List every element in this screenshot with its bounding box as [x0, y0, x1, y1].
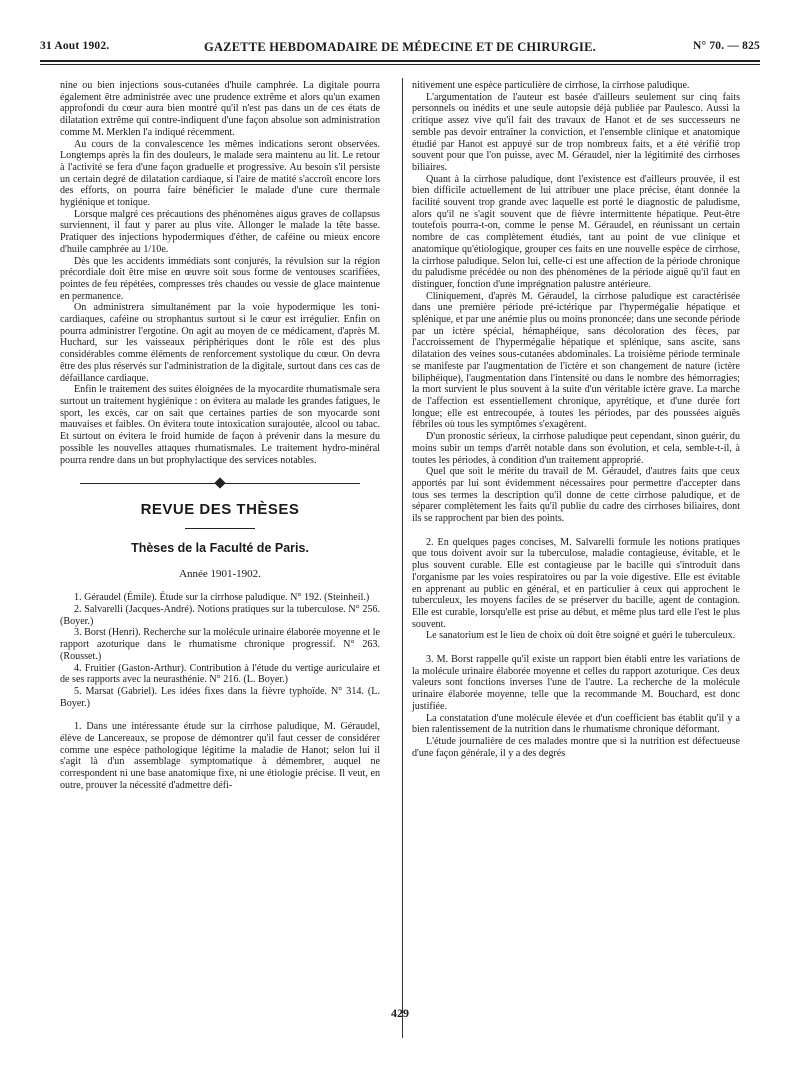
paragraph: Lorsque malgré ces précautions des phénomènes aigus graves de collapsus surviennent, il faut y parer au plus vite. Allonger le malade la tête basse. Pratiquer des injections hypodermiques d'éther, de caféine ou mieux encore d'huile camphrée au 1/10e.: [60, 208, 380, 255]
academic-year: Année 1901-1902.: [179, 567, 261, 580]
header-issue-number: N° 70. — 825: [692, 40, 760, 52]
section-title: REVUE DES THÈSES: [140, 501, 300, 519]
paragraph: L'argumentation de l'auteur est basée d'ailleurs seulement sur cinq faits personnels ou inédits et une seule autopsie déjà publiée par Paulesco. Aussi la critique assez vive qu'il fait des travaux de Hanot et de ses successeurs ne semble pas devoir entraîner la conviction, et l'ensemble clinique et anatomique étudié par Hanot est appuyé sur de trop nombreux faits, et a été vérifié trop souvent pour que l'on puisse, avec M. Géraudel, nier la légitimité des cirrhoses biliaires.: [412, 91, 740, 173]
paragraph: D'un pronostic sérieux, la cirrhose paludique peut cependant, sinon guérir, du moins subir un temps d'arrêt notable dans son évolution, et cela, semble-t-il, à toutes les périodes, à condition d'un traitement approprié.: [412, 431, 740, 466]
header-date: 31 Aout 1902.: [40, 40, 110, 52]
section-separator: [80, 476, 360, 492]
thesis-entry: 5. Marsat (Gabriel). Les idées fixes dans la fièvre typhoïde. N° 314. (L. Boyer.): [60, 685, 380, 709]
paragraph: Quant à la cirrhose paludique, dont l'existence est d'ailleurs prouvée, il est bien difficile actuellement de lui attribuer une place précise, étant donnée la facilité souvent trop grande avec laquelle est porté le diagnostic de paludisme, alors qu'il ne s'agit souvent que de fièvre intermittente hépatique. Peut-être toutefois pourra-t-on, comme le pense M. Géraudel, en réunissant un certain nombre de cas complètement étudiés, tant au point de vue clinique et anatomique qu'étiologique, grouper ces faits en une nouvelle espèce de cirrhose, la cirrhose paludique. Selon lui, celle-ci est une affection de la période chronique du paludisme précédée ou non des phénomènes de la période aiguë qu'il faut en distinguer, fonction d'une imprégnation palustre antérieure.: [412, 173, 740, 290]
paragraph: Cliniquement, d'après M. Géraudel, la cirrhose paludique est caractérisée dans une première période pré-ictérique par l'hypermégalie hépatique et splénique, et par une anémie plus ou moins prononcée; dans une seconde période par un ictère spécial, hémaphéique, sans décoloration des fèces, par l'accroissement de l'hypermégalie hépatique et splénique, sans ascite, sans dilatation des veines sous-cutanées abdominales. La troisième période terminale se manifeste par l'augmentation de l'ictère et son changement de nature (ictère biliphéique), l'augmentation dans l'intensité ou dans le nombre des hémorragies; la mort survient le plus souvent à la suite d'un véritable ictère grave. La marche de l'affection est essentiellement chronique, apyrétique, et d'une durée fort longue; elle est entrecoupée, à toutes les périodes, par des poussées aiguës fébriles où tous les symptômes s'exagèrent.: [412, 290, 740, 431]
header-journal-title: GAZETTE HEBDOMADAIRE DE MÉDECINE ET DE CHIRURGIE.: [204, 40, 596, 54]
thesis-entry: 3. Borst (Henri). Recherche sur la molécule urinaire élaborée moyenne et le rapport azoturique dans le rhumatisme chronique progressif. N° 263. (Rousset.): [60, 627, 380, 662]
paragraph: On administrera simultanément par la voie hypodermique les toni-cardiaques, caféine ou strophantus surtout si le cœur est irrégulier. Enfin on pourra administrer l'ergotine. On agit au moyen de ce médicament, d'après M. Huchard, sur les vaisseaux périphériques dont le rôle est des plus considérables comme éléments de renforcement systolique du cœur. On devra être des plus réservés sur l'administration de la digitale, surtout dans ces cas de défaillance cardiaque.: [60, 302, 380, 384]
header-rule: [40, 60, 760, 62]
paragraph: 3. M. Borst rappelle qu'il existe un rapport bien établi entre les variations de la molécule urinaire élaborée moyenne et celles du rapport azoturique. Ces deux valeurs sont fonctions inverses l'une de l'autre. La recherche de la molécule urinaire élaborée moyenne, telle que la recommande M. Bouchard, est donc justifiée.: [412, 654, 740, 712]
thesis-entry: 1. Géraudel (Émile). Étude sur la cirrhose paludique. N° 192. (Steinheil.): [74, 592, 370, 604]
title-rule: [185, 528, 255, 529]
header-rule-thin: [40, 64, 760, 65]
thesis-entry: 2. Salvarelli (Jacques-André). Notions pratiques sur la tuberculose. N° 256. (Boyer.): [60, 604, 380, 627]
column-divider: [402, 78, 403, 1038]
diamond-ornament-icon: [214, 478, 225, 489]
page-number: 429: [391, 1006, 409, 1020]
paragraph: La constatation d'une molécule élevée et d'un coefficient bas établit qu'il y a bien ralentissement de la nutrition dans le rhumatisme chronique déformant.: [412, 712, 740, 736]
paragraph: 2. En quelques pages concises, M. Salvarelli formule les notions pratiques que tous doivent avoir sur la tuberculose, maladie contagieuse, évitable, et le plus souvent curable. Elle est contagieuse par le bacille qui s'introduit dans l'organisme par les voies respiratoires ou par la voie digestive. Elle est évitable en apprenant au public en général, et en particulier à ceux qui approchent le tuberculeux, les moyens faciles de se préserver du bacille, agent de contagion. Elle est curable, lorsqu'elle est prise au début, et même plus tard elle l'est le plus souvent.: [412, 536, 740, 630]
paragraph: nine ou bien injections sous-cutanées d'huile camphrée. La digitale pourra également être administrée avec une prudence extrême et alors qu'un examen approfondi du cœur aura bien montré qu'il n'est pas dans un de ces états de dilatation extrême qui contre-indiquent d'une façon absolue son administration comme M. Merklen l'a indiqué récemment.: [60, 80, 380, 138]
paragraph: Enfin le traitement des suites éloignées de la myocardite rhumatismale sera surtout un traitement hygiénique : on évitera au malade les grandes fatigues, le sport, les excès, car on sait que certaines parties de son myocarde sont mauvaises et faibles. On évitera toute intoxication surajoutée, alcool ou tabac. Et surtout on évitera le froid humide de façon à prévenir dans la mesure du possible les nouvelles attaques rhumatismales. Le traitement hydro-minéral pourra rendre dans un but prophylactique des services notables.: [60, 384, 380, 466]
paragraph: L'étude journalière de ces malades montre que si la nutrition est défectueuse d'une façon générale, il y a des degrés: [412, 735, 740, 759]
paragraph: Le sanatorium est le lieu de choix où doit être soigné et guéri le tuberculeux.: [426, 630, 736, 642]
running-header: [40, 36, 760, 56]
left-column: [60, 80, 380, 792]
paragraph: 1. Dans une intéressante étude sur la cirrhose paludique, M. Géraudel, élève de Lancereaux, se propose de démontrer qu'il faut cesser de considérer comme une espèce pathologique légitime la maladie de Hanot; selon lui il s'agit là d'un assemblage symptomatique à démembrer, auquel ne correspondent ni une base anatomique fixe, ni une étiologie précise. Il veut, en outre, prouver la nécessité d'admettre défi-: [60, 721, 380, 791]
paragraph: nitivement une espèce particulière de cirrhose, la cirrhose paludique.: [412, 80, 690, 91]
thesis-entry: 4. Fruitier (Gaston-Arthur). Contribution à l'étude du vertige auriculaire et de ses rapports avec la neurasthénie. N° 216. (L. Boyer.): [60, 662, 380, 686]
paragraph: Au cours de la convalescence les mêmes indications seront observées. Longtemps après la fin des douleurs, le malade sera maintenu au lit. Le retour à l'activité se fera d'une façon graduelle et progressive. Au besoin s'il persiste un certain degré de dilatation cardiaque, si l'aire de matité s'accroît encore lors des efforts, on pourra faire bénéficier le malade d'une cure thermale hygiénique et tonique.: [60, 138, 380, 209]
paragraph: Quel que soit le mérite du travail de M. Géraudel, d'autres faits que ceux apportés par lui sont évidemment nécessaires pour permettre d'accepter dans tous ses termes la description qu'il donne de cette cirrhose paludique, et de séparer complètement les faits qu'il publie du cadre des cirrhoses biliaires, dont ils se rapprochent par bien des points.: [412, 466, 740, 525]
right-column: [412, 80, 740, 759]
subsection-title: Thèses de la Faculté de Paris.: [131, 540, 309, 555]
paragraph: Dès que les accidents immédiats sont conjurés, la révulsion sur la région précordiale doit être mise en œuvre soit sous forme de ventouses scarifiées, pointes de feu répétées, compresses très chaudes ou vessie de glace maintenue en permanence.: [60, 255, 380, 302]
